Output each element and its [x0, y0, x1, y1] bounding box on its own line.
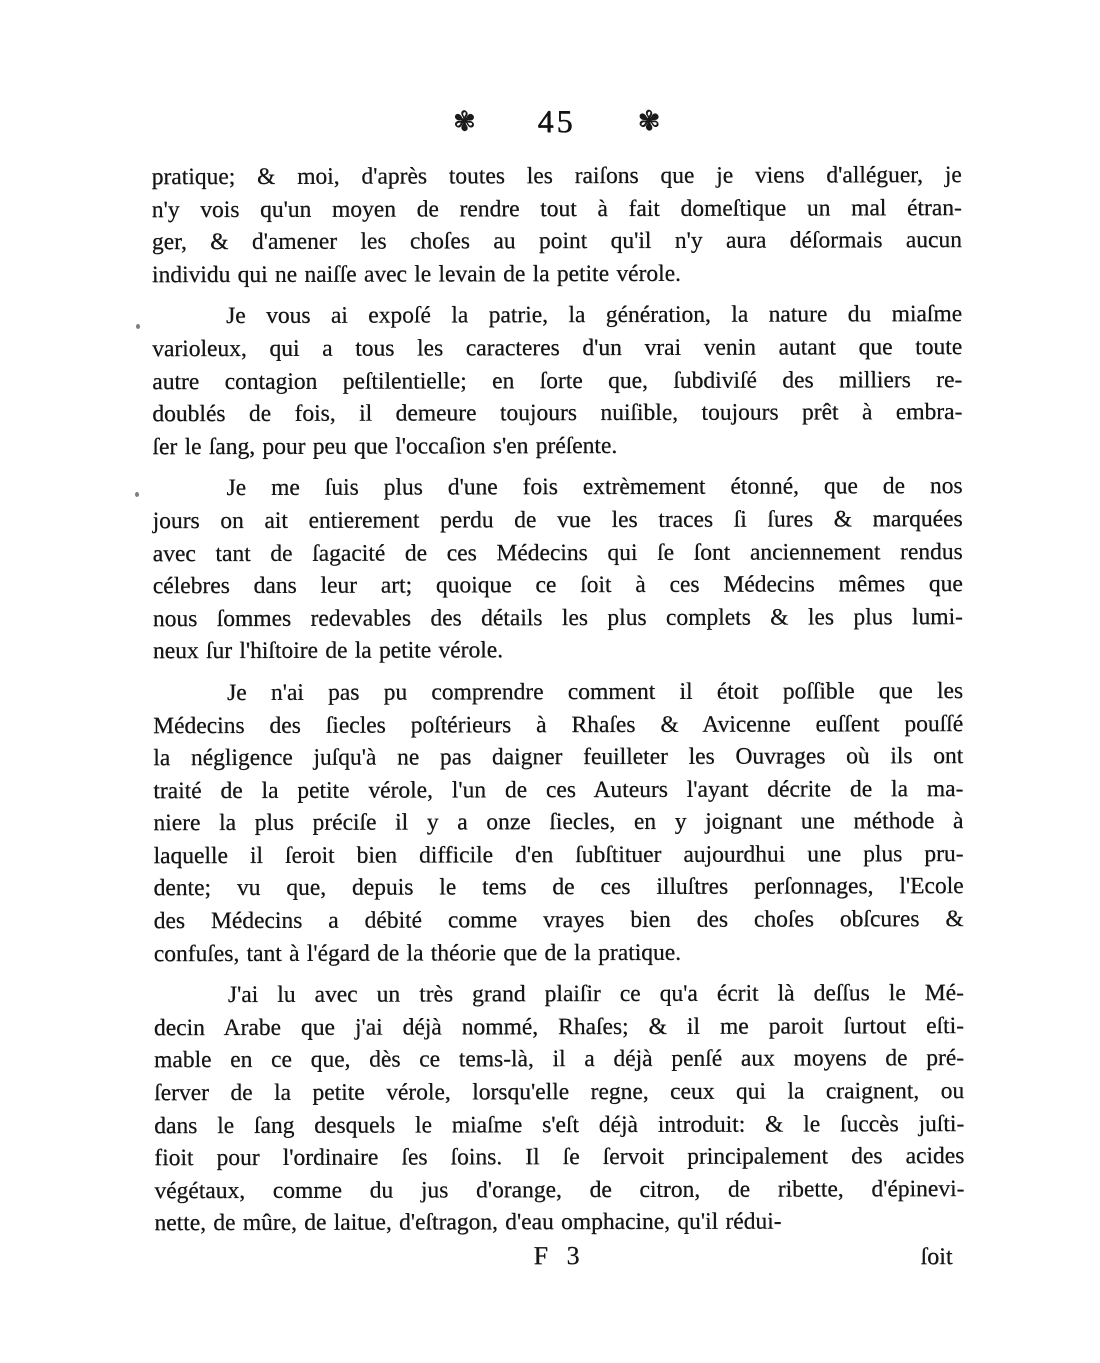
text-line: doublés de fois, il demeure toujours nuiſible, toujours prêt à embra-: [152, 399, 963, 428]
text-line: neux ſur l'hiſtoire de la petite vérole.: [152, 637, 503, 665]
text-line: Je n'ai pas pu comprendre comment il étoit poſſible que les: [226, 677, 964, 706]
text-line: avec tant de ſagacité de ces Médecins qui ſe ſont anciennement rendus: [152, 538, 963, 567]
text-line: n'y vois qu'un moyen de rendre tout à fait domeſtique un mal étran-: [151, 194, 962, 223]
text-line: des Médecins a débité comme vrayes bien des choſes obſcures &: [153, 906, 964, 935]
page-header: [151, 99, 961, 143]
text-line: jours on ait entierement perdu de vue les traces ſi ſures & marquées: [152, 505, 963, 534]
text-line: Médecins des ſiecles poſtérieurs à Rhaſes & Avicenne euſſent pouſſé: [153, 710, 964, 739]
scan-speck: [136, 324, 140, 329]
text-line: decin Arabe que j'ai déjà nommé, Rhaſes; & il me paroit ſurtout eſti-: [153, 1012, 964, 1041]
paragraph: [152, 298, 962, 463]
fleuron-ornament-left: ✾: [452, 105, 476, 137]
text-line: Je vous ai expoſé la patrie, la génération, la nature du miaſme: [225, 301, 963, 330]
text-line: laquelle il ſeroit bien difficile d'en ſubſtituer aujourdhui une plus pru-: [153, 840, 964, 869]
page-footer: [154, 1240, 964, 1282]
text-line: végétaux, comme du jus d'orange, de citron, de ribette, d'épinevi-: [154, 1175, 965, 1204]
signature-mark: F 3: [533, 1240, 586, 1271]
text-line: Je me ſuis plus d'une fois extrèmement étonné, que de nos: [226, 473, 963, 502]
fleuron-ornament-right: ✾: [637, 105, 661, 137]
text-line: traité de la petite vérole, l'un de ces Auteurs l'ayant décrite de la ma-: [153, 775, 964, 804]
text-line: mable en ce que, dès ce tems-là, il a déjà penſé aux moyens de pré-: [153, 1045, 964, 1074]
page-number: 45: [537, 102, 576, 139]
text-line: individu qui ne naiſſe avec le levain de la petite vérole.: [151, 260, 681, 288]
text-line: célebres dans leur art; quoique ce ſoit à ces Médecins mêmes que: [152, 571, 963, 600]
text-line: varioleux, qui a tous les caracteres d'un vrai venin autant que toute: [152, 333, 963, 363]
paragraph: [154, 977, 965, 1240]
text-line: nous ſommes redevables des détails les plus complets & les plus lumi-: [152, 603, 963, 632]
text-line: ſer le ſang, pour peu que l'occaſion s'en préſente.: [152, 432, 618, 460]
paragraph: [153, 675, 964, 970]
text-line: niere la plus préciſe il y a onze ſiecles, en y joignant une méthode à: [153, 808, 964, 837]
text-line: J'ai lu avec un très grand plaiſir ce qu'a écrit là deſſus le Mé-: [227, 980, 964, 1009]
paragraph: [152, 159, 962, 291]
page-body-text: [152, 159, 965, 1240]
text-line: confuſes, tant à l'égard de la théorie que de la pratique.: [153, 939, 682, 967]
text-line: ger, & d'amener les choſes au point qu'il n'y aura déſormais aucun: [151, 227, 962, 256]
text-line: dans le ſang desquels le miaſme s'eſt déjà introduit: & le ſuccès juſti-: [154, 1110, 965, 1139]
text-line: pratique; & moi, d'après toutes les raiſons que je viens d'alléguer, je: [151, 161, 962, 191]
text-line: ſerver de la petite vérole, lorsqu'elle regne, ceux qui la craignent, ou: [154, 1077, 965, 1107]
text-line: fioit pour l'ordinaire ſes ſoins. Il ſe ſervoit principalement des acides: [154, 1143, 965, 1172]
text-line: autre contagion peſtilentielle; en ſorte que, ſubdiviſé des milliers re-: [152, 366, 963, 395]
text-line: nette, de mûre, de laitue, d'eſtragon, d'eau omphacine, qu'il rédui-: [154, 1208, 782, 1237]
text-line: la négligence juſqu'à ne pas daigner feuilleter les Ouvrages où ils ont: [153, 743, 964, 772]
paragraph: [152, 470, 963, 668]
catchword: ſoit: [920, 1243, 953, 1271]
text-line: dente; vu que, depuis le tems de ces illuſtres perſonnages, l'Ecole: [153, 873, 964, 902]
text-column: [151, 99, 964, 1282]
scan-speck: [135, 492, 139, 497]
